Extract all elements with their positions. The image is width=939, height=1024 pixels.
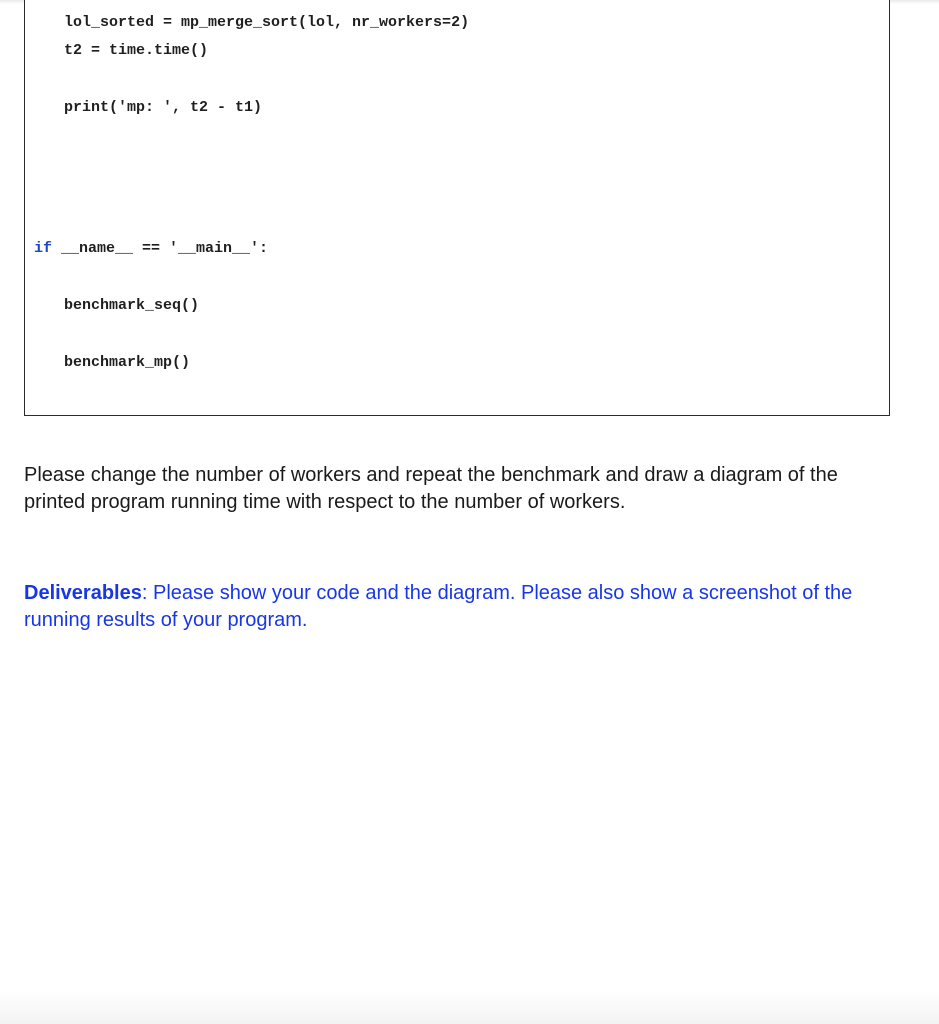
deliverables-paragraph [24,580,894,634]
code-line-lol-sorted: lol_sorted = mp_merge_sort(lol, nr_workers=2) [64,14,470,31]
code-line-if-main [34,240,268,258]
instructions-paragraph: Please change the number of workers and repeat the benchmark and draw a diagram of the printed program running time with respect to the number of workers. [24,464,838,513]
if-condition: __name__ == '__main__': [52,240,269,257]
code-line-benchmark-mp: benchmark_mp() [64,354,191,371]
code-line-t2: t2 = time.time() [64,42,209,59]
code-line-print: print('mp: ', t2 - t1) [64,99,263,116]
deliverables-label: Deliverables [24,582,142,604]
code-line-partial [64,0,284,2]
deliverables-text: Please show your code and the diagram. Please also show a screenshot of the running results of your program. [24,582,853,631]
deliverables-colon: : [141,582,148,604]
code-line-benchmark-seq: benchmark_seq() [64,297,200,314]
if-keyword: if [34,240,53,257]
code-line-partial-text [64,0,208,1]
code-block [24,0,890,416]
